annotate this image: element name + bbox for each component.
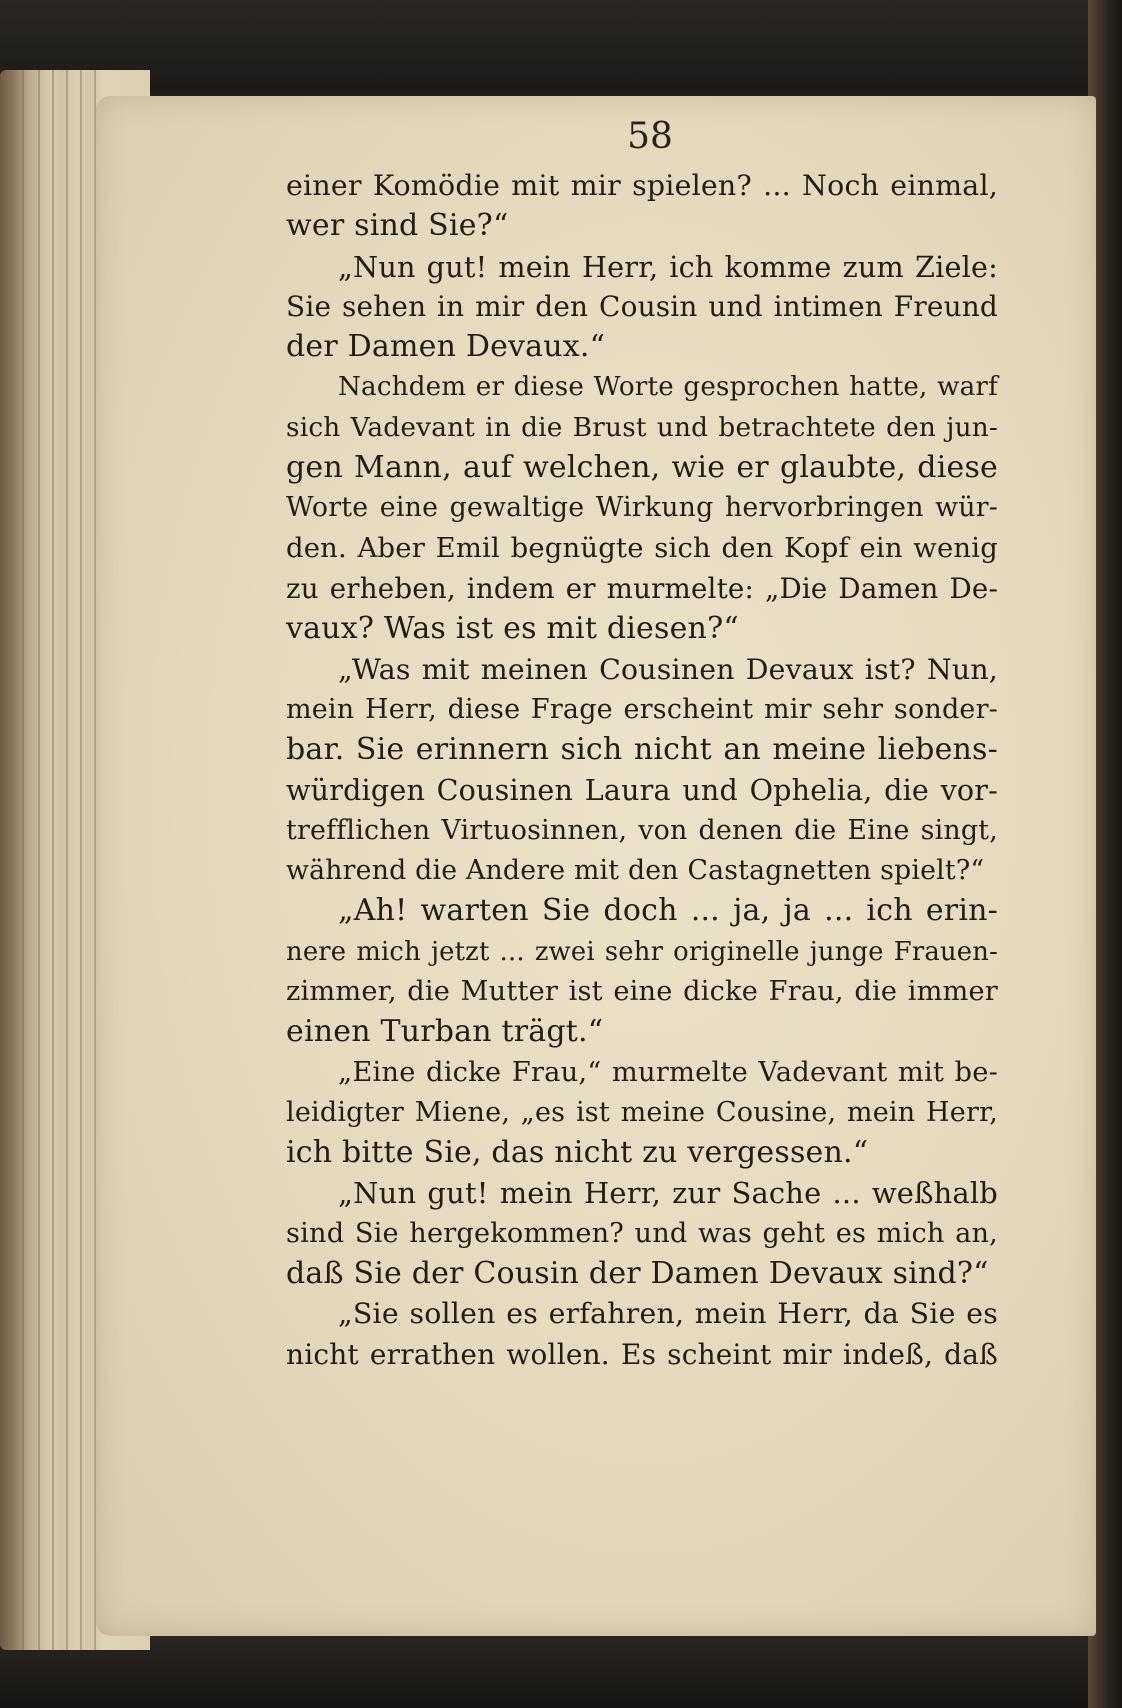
text-line: trefflichen Virtuosinnen, von denen die Eine singt, bbox=[286, 814, 998, 846]
text-line: würdigen Cousinen Laura und Ophelia, die vor- bbox=[286, 773, 998, 808]
text-line: Worte eine gewaltige Wirkung hervorbringen wür- bbox=[286, 492, 998, 524]
text-line: „Nun gut! mein Herr, ich komme zum Ziele: bbox=[338, 249, 998, 284]
text-line: „Sie sollen es erfahren, mein Herr, da Sie es bbox=[338, 1297, 998, 1331]
text-line: sind Sie hergekommen? und was geht es mich an, bbox=[286, 1217, 998, 1249]
text-line: zimmer, die Mutter ist eine dicke Frau, die immer bbox=[286, 975, 998, 1007]
text-line: leidigter Miene, „es ist meine Cousine, mein Herr, bbox=[286, 1096, 998, 1128]
book-cover-bottom bbox=[0, 1632, 1122, 1708]
text-line: ich bitte Sie, das nicht zu vergessen.“ bbox=[286, 1135, 869, 1171]
text-line: Nachdem er diese Worte gesprochen hatte, warf bbox=[338, 372, 998, 403]
text-line: während die Andere mit den Castagnetten spielt?“ bbox=[286, 855, 985, 887]
text-line: Sie sehen in mir den Cousin und intimen Freund bbox=[286, 289, 998, 323]
text-line: „Nun gut! mein Herr, zur Sache ... weßhalb bbox=[338, 1176, 998, 1211]
text-line: sich Vadevant in die Brust und betrachtete den jun- bbox=[286, 412, 998, 443]
page-number: 58 bbox=[627, 116, 673, 157]
text-line: vaux? Was ist es mit diesen?“ bbox=[286, 611, 739, 647]
text-line: einer Komödie mit mir spielen? ... Noch einmal, bbox=[286, 169, 998, 202]
text-line: nicht errathen wollen. Es scheint mir indeß, daß bbox=[286, 1337, 998, 1371]
text-line: nere mich jetzt ... zwei sehr originelle junge Frauen- bbox=[286, 936, 998, 967]
text-line: zu erheben, indem er murmelte: „Die Damen De- bbox=[286, 571, 998, 605]
body-text bbox=[286, 166, 998, 1375]
text-line: mein Herr, diese Frage erscheint mir sehr sonder- bbox=[286, 693, 998, 725]
text-line: „Ah! warten Sie doch ... ja, ja ... ich erin- bbox=[338, 893, 998, 929]
book-cover-top bbox=[0, 0, 1122, 92]
text-line: daß Sie der Cousin der Damen Devaux sind?“ bbox=[286, 1256, 989, 1292]
text-line: „Eine dicke Frau,“ murmelte Vadevant mit be- bbox=[338, 1056, 998, 1088]
text-line: „Was mit meinen Cousinen Devaux ist? Nun, bbox=[338, 652, 998, 686]
text-line: gen Mann, auf welchen, wie er glaubte, diese bbox=[286, 450, 998, 486]
text-line: der Damen Devaux.“ bbox=[286, 329, 606, 365]
text-line: einen Turban trägt.“ bbox=[286, 1014, 604, 1050]
text-line: bar. Sie erinnern sich nicht an meine liebens- bbox=[286, 732, 998, 768]
text-line: wer sind Sie?“ bbox=[286, 208, 509, 244]
text-line: den. Aber Emil begnügte sich den Kopf ein wenig bbox=[286, 532, 998, 564]
